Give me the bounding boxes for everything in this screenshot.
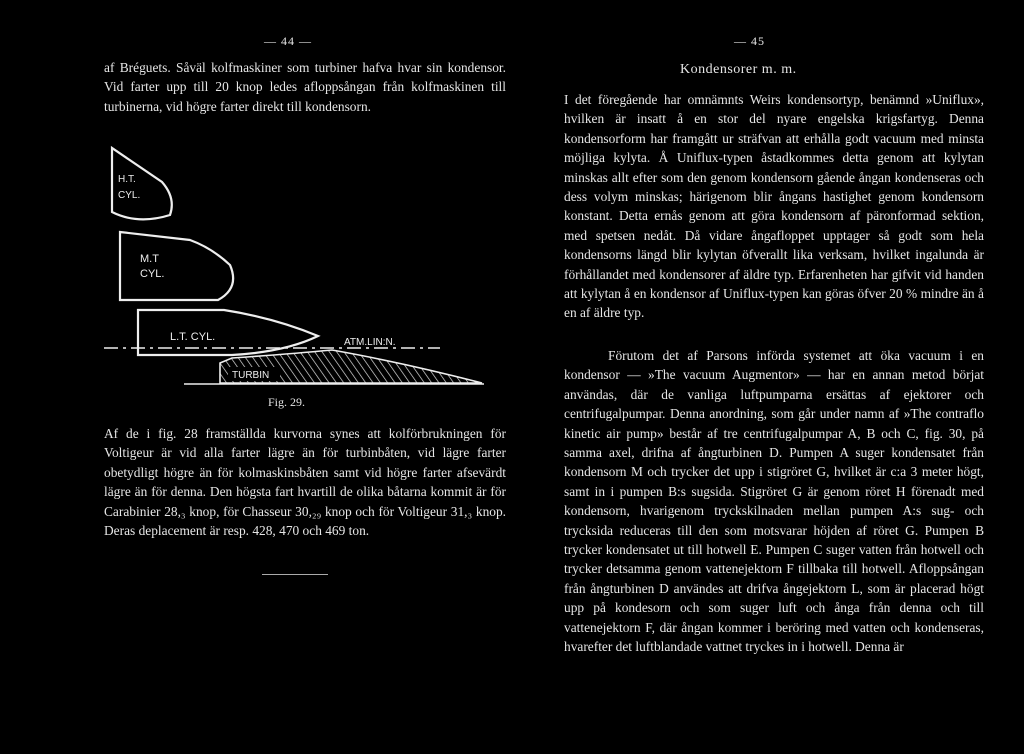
paragraph-bottom-left: Af de i fig. 28 framställda kurvorna synes att kolförbrukningen för Voltigeur är vid alla farter lägre än för turbinbåten, vid lägre farter obetydligt högre än för kolmaskinsbåten samt vid högre farter afsevärdt lägre än för denna. Den högsta fart hvartill de olika båtarna kommit är för Carabinier 28,₃ knop, för Chasseur 30,₂₉ knop och för Voltigeur 31,₃ knop. Deras deplacement är resp. 428, 470 och 469 ton. — [104, 426, 506, 539]
paragraph-right-1: I det föregående har omnämnts Weirs kondensortyp, benämnd »Uniflux», hvilken är insatt å en stor del nyare engelska krigsfartyg. Denna kondensorform har framgått ur sträfvan att erhålla godt vacuum med minsta möjliga kylyta. Å Uniflux-typen åstadkommes detta genom att kylytan minskas allt efter som den genom kondensorn gående ångan kondenseras och dess volym minskas; härigenom blir ångans hastighet genom kondensorn konstant. Detta ernås genom att göra kondensorn af päronformad sektion, med spetsen nedåt. Då vidare ångafloppet upptager så godt som hela kondensorns längd blir kylytan öfverallt lika verksam, hvilket ingalunda är förhållandet med kondensorer af äldre typ. Erfarenheten har gifvit vid handen att kylytan å en kondensor af Uniflux-typen kan göras öfver 20 % mindre än å en af äldre typ. — [564, 92, 984, 321]
page-number-right: — 45 — [734, 34, 765, 48]
section-heading: Kondensorer m. m. — [680, 62, 797, 77]
right-page — [512, 0, 1024, 754]
ht-cyl-label: CYL. — [118, 190, 141, 201]
mt-label: M.T — [140, 253, 159, 265]
end-rule — [262, 574, 328, 575]
lt-cyl-label: L.T. CYL. — [170, 331, 216, 343]
paragraph-right-2: Förutom det af Parsons införda systemet att öka vacuum i en kondensor — »The vacuum Augmentor» — har en annan metod börjat användas, där de vanliga luftpumparna ersättas af ejektorer och centrifugalpumpar. Denna anordning, som går under namn af »The contraflo kinetic air pump» består af tre centrifugalpumpar A, B och C, fig. 30, på samma axel, drifna af ångturbinen D. Pumpen A suger kondensatet från kondensorn M och trycker det upp i stigröret G, hvilket är c:a 3 meter högt, samt in i pumpen B:s sugsida. Stigröret G är genom röret H förenadt med kondensorn, hvarigenom tryckskilnaden mellan pumpen A:s sug- och trycksida reduceras till den som motsvarar höjden af röret G. Pumpen B trycker kondensatet ut till hotwell E. Pumpen C suger vatten från hotwell och trycker detsamma genom vattenejektorn F tillbaka till hotwell. Afloppsångan från ångturbinen D användes att drifva ångejektorn L, som är placerad högt upp på kondesorn och som suger luft och ånga från denna och till vattenejektorn F, där ångan kommer i beröring med vatten och kondenseras, hvarefter det luftblandade vattnet tryckes in i hotwell. Denna är — [564, 348, 984, 655]
figure-29 — [100, 140, 500, 390]
page-number-left: — 44 — — [264, 34, 312, 48]
figure-caption: Fig. 29. — [268, 395, 306, 409]
atm-lin-label: ATM.LIN:N. — [344, 337, 396, 348]
ht-label: H.T. — [118, 174, 136, 185]
turbin-label: TURBIN — [232, 370, 270, 381]
mt-cylinder-shape — [120, 232, 233, 300]
paragraph-top-left: af Bréguets. Såväl kolfmaskiner som turbiner hafva hvar sin kondensor. Vid farter upp till 20 knop ledes afloppsångan från kolfmaskinen till turbinerna, vid högre farter direkt till kondensorn. — [104, 60, 506, 114]
mt-cyl-label: CYL. — [140, 268, 165, 280]
